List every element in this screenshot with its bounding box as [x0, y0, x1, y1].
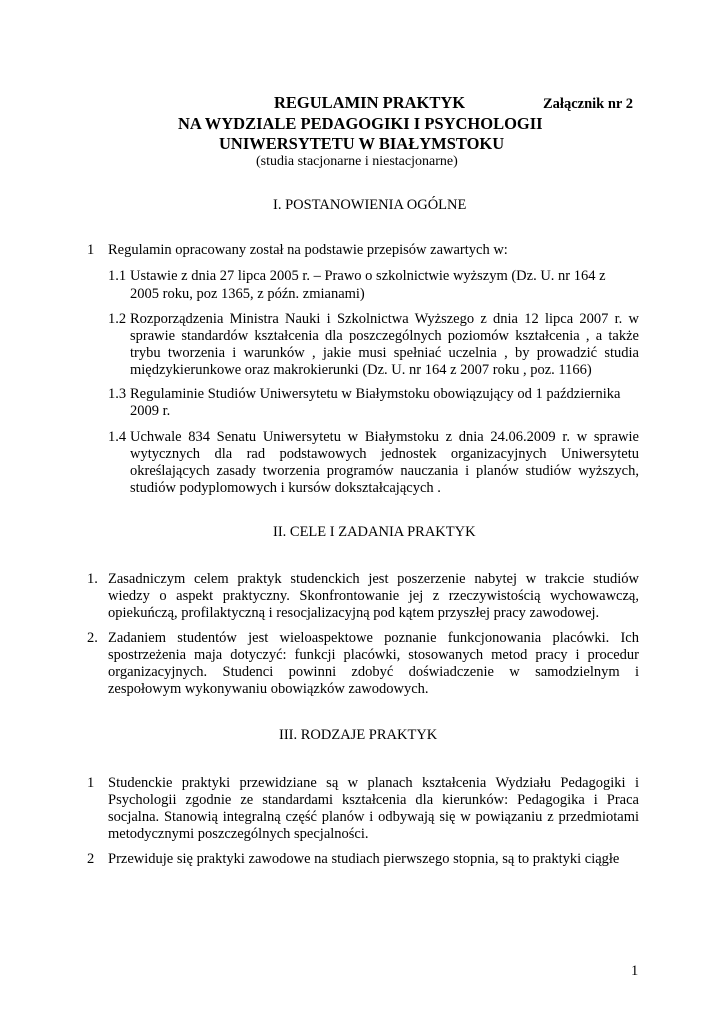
subitem-line: 2005 roku, poz 1365, z późn. zmianami): [130, 286, 365, 302]
list-item-line: organizacyjnych. Studenci powinni zdobyć doświadczenie w samodzielnym i: [108, 664, 639, 680]
subitem-number: 1.4: [108, 429, 127, 445]
title-line-2: NA WYDZIALE PEDAGOGIKI I PSYCHOLOGII: [178, 114, 543, 133]
list-item-line: wiedzy o aspekt praktyczny. Skonfrontowanie jej z rzeczywistością wychowawczą,: [108, 588, 639, 604]
attachment-label: Załącznik nr 2: [543, 96, 633, 112]
subitem-line: Rozporządzenia Ministra Nauki i Szkolnictwa Wyższego z dnia 12 lipca 2007 r. w: [130, 311, 639, 327]
subitem-line: sprawie standardów kształcenia dla poszczególnych poziomów kształcenia , a także: [130, 328, 639, 344]
section-3-heading: III. RODZAJE PRAKTYK: [279, 727, 438, 743]
section-1-heading: I. POSTANOWIENIA OGÓLNE: [273, 197, 467, 213]
list-item-line: Studenckie praktyki przewidziane są w planach kształcenia Wydziału Pedagogiki i: [108, 775, 639, 791]
subitem-line: Uchwale 834 Senatu Uniwersytetu w Białymstoku z dnia 24.06.2009 r. w sprawie: [130, 429, 639, 445]
subitem-number: 1.3: [108, 386, 127, 402]
list-item-line: opiekuńczą, profilaktyczną i resocjalizacyjną pod kątem przyszłej pracy zawodowej.: [108, 605, 600, 621]
list-item-line: Zadaniem studentów jest wieloaspektowe poznanie funkcjonowania placówki. Ich: [108, 630, 639, 646]
subitem-line: określających zasady tworzenia programów nauczania i planów studiów wyższych,: [130, 463, 639, 479]
list-item-line: spostrzeżenia maja dotyczyć: funkcji placówki, stosowanych metod pracy i procedur: [108, 647, 639, 663]
subitem-line: Regulaminie Studiów Uniwersytetu w Białymstoku obowiązujący od 1 października: [130, 386, 621, 402]
list-number: 1: [87, 242, 95, 258]
list-item-text: Regulamin opracowany został na podstawie przepisów zawartych w:: [108, 242, 508, 258]
list-number: 1: [87, 775, 95, 791]
subitem-line: międzykierunkowe oraz makrokierunki (Dz. U. nr 164 z 2007 roku , poz. 1166): [130, 362, 592, 378]
list-item-line: metodycznymi poszczególnych specjalności.: [108, 826, 369, 842]
subtitle: (studia stacjonarne i niestacjonarne): [256, 154, 458, 169]
list-item-line: zespołowym wykonywaniu obowiązków zawodowych.: [108, 681, 429, 697]
subitem-number: 1.1: [108, 268, 127, 284]
subitem-line: 2009 r.: [130, 403, 171, 419]
page-number: 1: [631, 963, 639, 979]
title-line-1: REGULAMIN PRAKTYK: [274, 93, 466, 112]
list-item-line: Przewiduje się praktyki zawodowe na studiach pierwszego stopnia, są to praktyki ciągłe: [108, 851, 620, 867]
list-item-line: Psychologii zgodnie ze standardami kształcenia dla kierunków: Pedagogika i Praca: [108, 792, 639, 808]
list-number: 1.: [87, 571, 98, 587]
subitem-line: Ustawie z dnia 27 lipca 2005 r. – Prawo o szkolnictwie wyższym (Dz. U. nr 164 z: [130, 268, 606, 284]
subitem-line: wytycznych dla rad podstawowych jednostek organizacyjnych Uniwersytetu: [130, 446, 639, 462]
list-number: 2.: [87, 630, 98, 646]
list-item-line: Zasadniczym celem praktyk studenckich jest poszerzenie nabytej w trakcie studiów: [108, 571, 639, 587]
list-number: 2: [87, 851, 95, 867]
title-line-3: UNIWERSYTETU W BIAŁYMSTOKU: [219, 134, 505, 153]
subitem-line: trybu tworzenia i warunków , jakie musi spełniać uczelnia , by prowadzić studia: [130, 345, 639, 361]
section-2-heading: II. CELE I ZADANIA PRAKTYK: [273, 524, 476, 540]
list-item-line: socjalna. Stanowią integralną część planów i odbywają się w powiązaniu z przedmiotami: [108, 809, 639, 825]
subitem-line: studiów podyplomowych i kursów dokształcających .: [130, 480, 441, 496]
subitem-number: 1.2: [108, 311, 127, 327]
